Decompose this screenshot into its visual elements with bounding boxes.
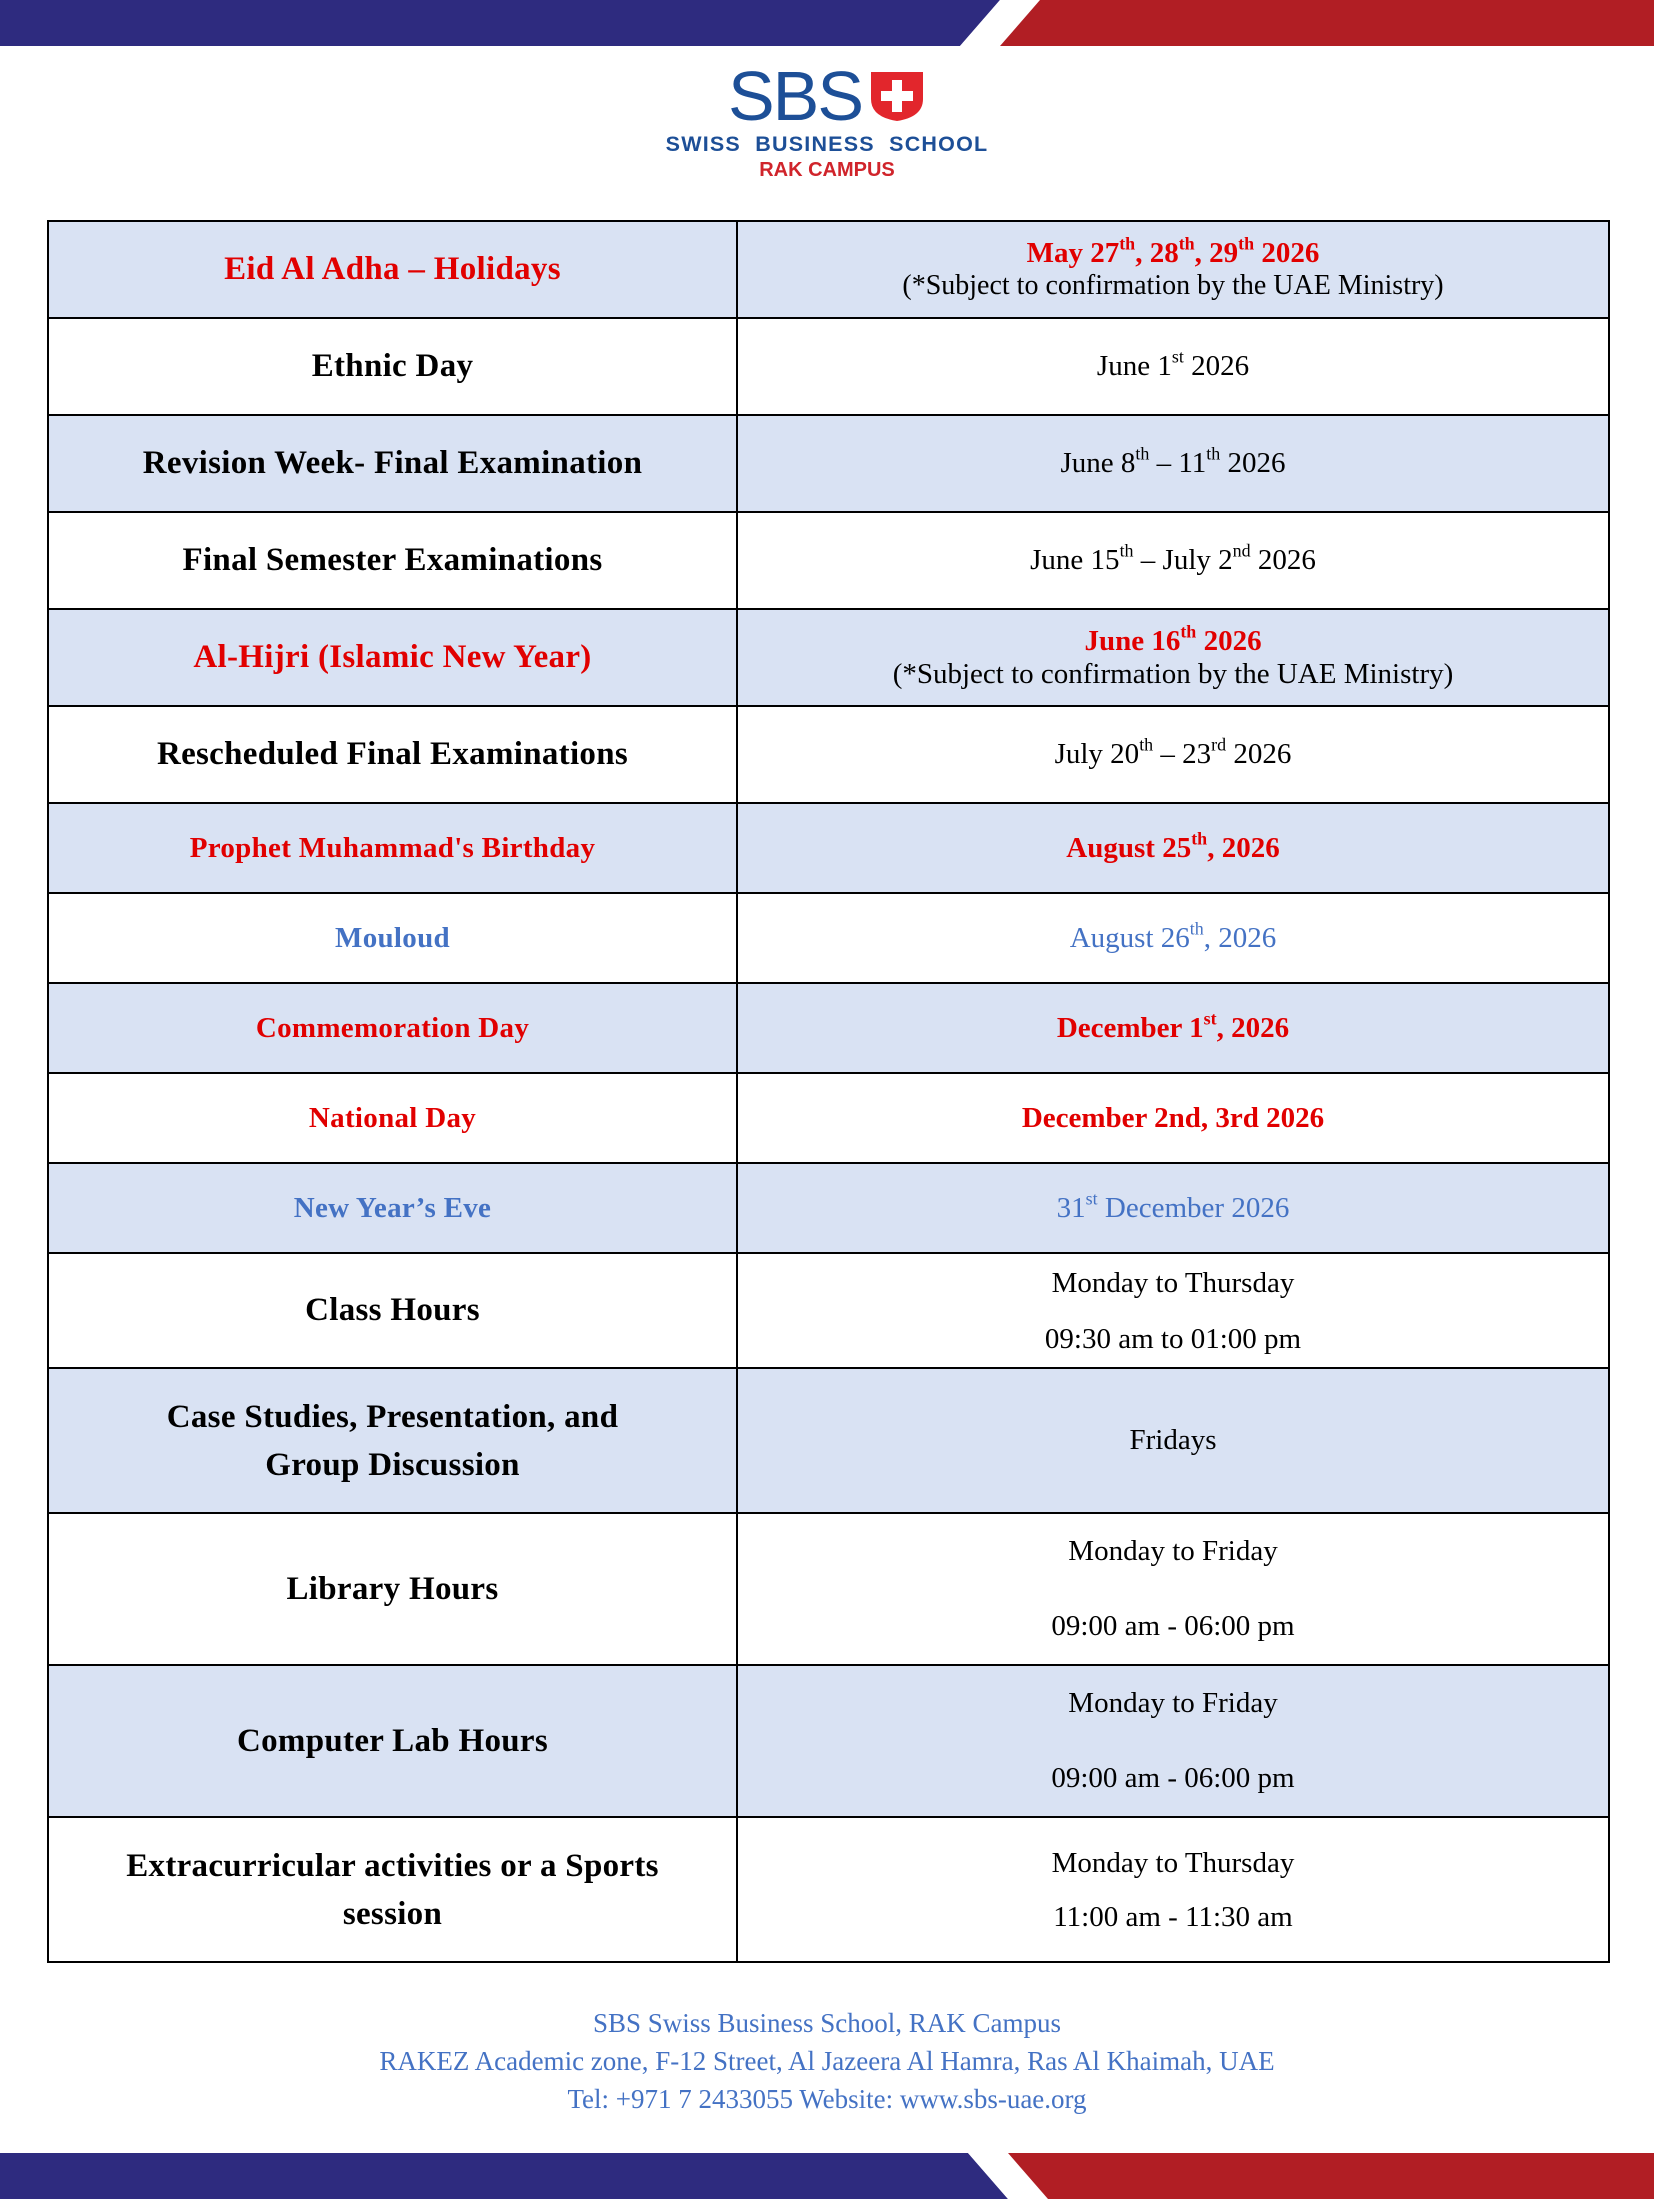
event-name: Commemoration Day [48, 983, 737, 1073]
table-row [48, 983, 1609, 1073]
event-date: August 26th, 2026 [737, 893, 1609, 983]
footer-school-name: SBS Swiss Business School, RAK Campus [592, 2008, 1062, 2038]
event-date: June 15th – July 2nd 2026 [737, 512, 1609, 609]
event-name: Final Semester Examinations [48, 512, 737, 609]
table-row [48, 1513, 1609, 1665]
table-row [48, 609, 1609, 706]
event-date: Monday to Friday 09:00 am - 06:00 pm [737, 1513, 1609, 1665]
table-row [48, 803, 1609, 893]
school-logo [0, 57, 1654, 182]
logo-campus: RAK CAMPUS [759, 159, 895, 181]
footer-address: RAKEZ Academic zone, F-12 Street, Al Jazeera Al Hamra, Ras Al Khaimah, UAE [379, 2046, 1275, 2076]
event-name: Mouloud [48, 893, 737, 983]
table-row [48, 1817, 1609, 1962]
table-row [48, 1368, 1609, 1513]
table-row [48, 1253, 1609, 1368]
logo-mark: SBS [727, 57, 863, 135]
event-date: June 8th – 11th 2026 [737, 415, 1609, 512]
table-row [48, 318, 1609, 415]
event-name: Revision Week- Final Examination [48, 415, 737, 512]
event-date: Monday to Thursday 09:30 am to 01:00 pm [737, 1253, 1609, 1368]
page-footer [0, 2004, 1654, 2118]
event-name: Ethnic Day [48, 318, 737, 415]
event-date: 31st December 2026 [737, 1163, 1609, 1253]
event-name: Class Hours [48, 1253, 737, 1368]
event-date: Fridays [737, 1368, 1609, 1513]
event-date: July 20th – 23rd 2026 [737, 706, 1609, 803]
event-date: August 25th, 2026 [737, 803, 1609, 893]
table-row [48, 1163, 1609, 1253]
event-name: National Day [48, 1073, 737, 1163]
event-date: June 16th 2026 (*Subject to confirmation by the UAE Ministry) [737, 609, 1609, 706]
table-row [48, 706, 1609, 803]
event-name: Rescheduled Final Examinations [48, 706, 737, 803]
table-row [48, 1073, 1609, 1163]
table-row [48, 1665, 1609, 1817]
table-row [48, 512, 1609, 609]
event-name: Computer Lab Hours [48, 1665, 737, 1817]
event-name: New Year’s Eve [48, 1163, 737, 1253]
event-name: Library Hours [48, 1513, 737, 1665]
logo-school-name: SWISS BUSINESS SCHOOL [665, 132, 989, 156]
confirmation-note: (*Subject to confirmation by the UAE Ministry) [892, 657, 1454, 690]
table-row [48, 221, 1609, 318]
event-name: Extracurricular activities or a Sports session [48, 1817, 737, 1962]
event-name: Case Studies, Presentation, and Group Discussion [48, 1368, 737, 1513]
event-name: Prophet Muhammad's Birthday [48, 803, 737, 893]
academic-calendar-table [47, 220, 1610, 1963]
event-name: Al-Hijri (Islamic New Year) [48, 609, 737, 706]
event-date: June 1st 2026 [737, 318, 1609, 415]
event-date: December 1st, 2026 [737, 983, 1609, 1073]
event-date: Monday to Thursday 11:00 am - 11:30 am [737, 1817, 1609, 1962]
top-decorative-band [0, 0, 1654, 46]
footer-contact: Tel: +971 7 2433055 Website: www.sbs-uae.org [567, 2084, 1087, 2114]
event-date: December 2nd, 3rd 2026 [737, 1073, 1609, 1163]
table-row [48, 893, 1609, 983]
table-row [48, 415, 1609, 512]
confirmation-note: (*Subject to confirmation by the UAE Ministry) [902, 270, 1444, 301]
event-date: Monday to Friday 09:00 am - 06:00 pm [737, 1665, 1609, 1817]
bottom-decorative-band [0, 2153, 1654, 2199]
event-name: Eid Al Adha – Holidays [48, 221, 737, 318]
swiss-cross-icon [868, 69, 926, 123]
event-date: May 27th, 28th, 29th 2026 (*Subject to confirmation by the UAE Ministry) [737, 221, 1609, 318]
